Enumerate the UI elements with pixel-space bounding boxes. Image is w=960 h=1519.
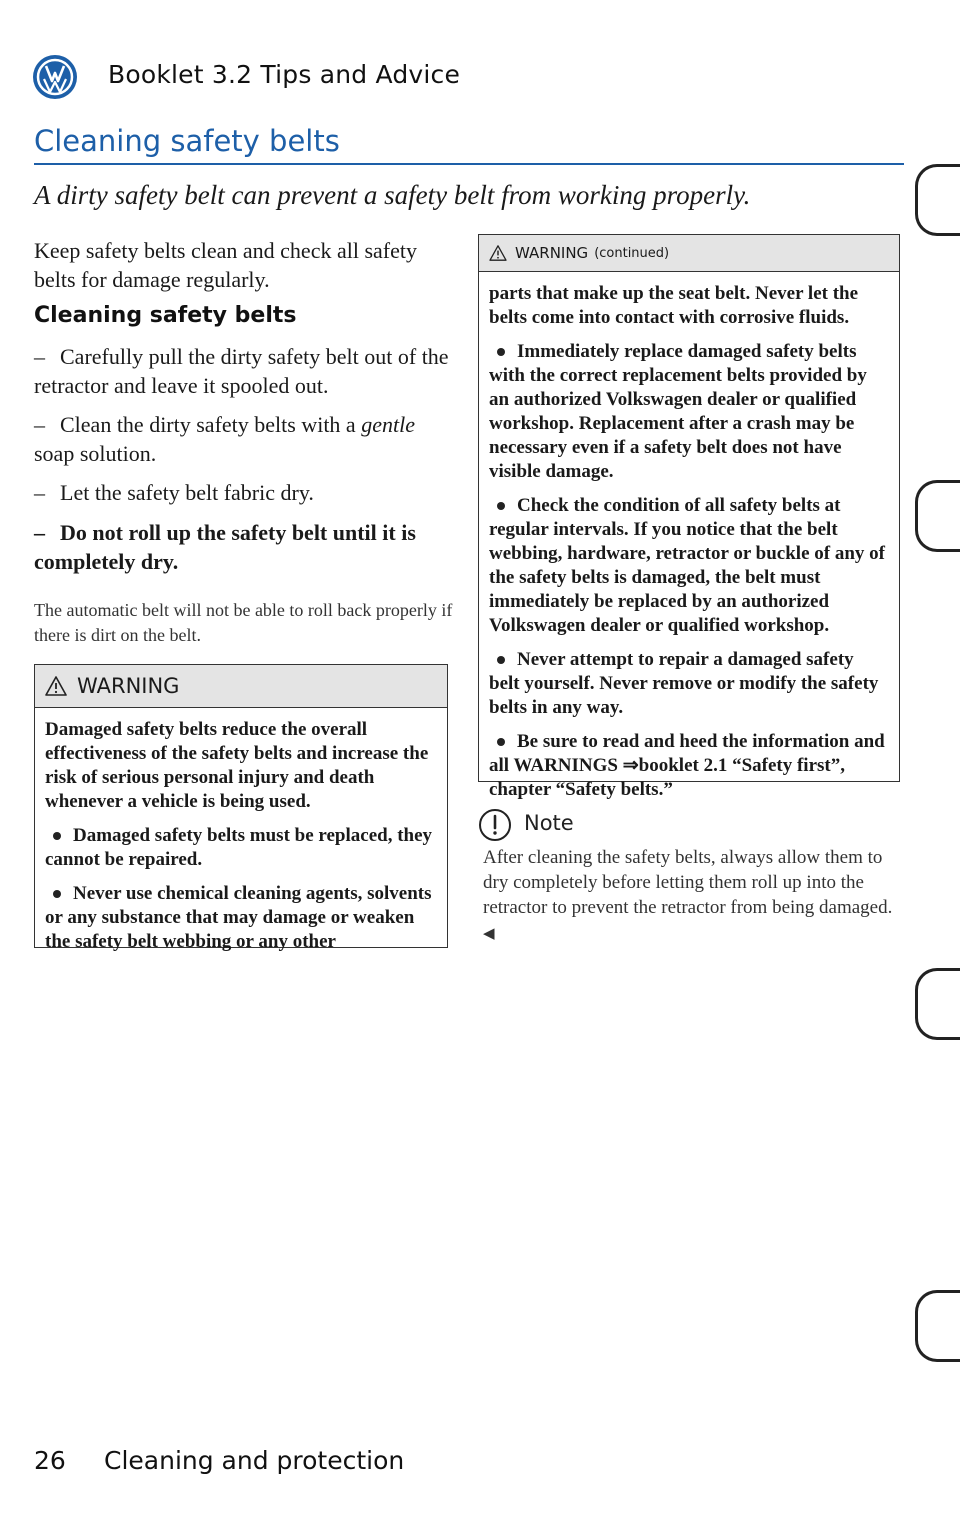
- bullet-icon: [497, 656, 505, 664]
- edge-tab: [915, 480, 960, 552]
- warning-bullet: Be sure to read and heed the information and all WARNINGS ⇒booklet 2.1 “Safety first”, chapter “Safety belts.”: [489, 731, 885, 800]
- step-dry-belt: – Let the safety belt fabric dry.: [34, 480, 314, 505]
- warning-paragraph: parts that make up the seat belt. Never let the belts come into contact with corrosive fluids.: [489, 283, 859, 328]
- end-marker-icon: ◀: [483, 926, 495, 942]
- cleaning-subheading: Cleaning safety belts: [34, 303, 297, 328]
- bullet-icon: [497, 738, 505, 746]
- fine-print: The automatic belt will not be able to roll back properly if there is dirt on the belt.: [34, 600, 453, 645]
- page-number: 26: [34, 1446, 66, 1475]
- note-text: After cleaning the safety belts, always allow them to dry completely before letting them roll up into the retractor to prevent the retractor from being damaged. ◀: [483, 847, 893, 942]
- warning-bullet: Never use chemical cleaning agents, solvents or any substance that may damage or weaken the safety belt webbing or any other: [45, 883, 432, 952]
- warning-continued-label: (continued): [594, 245, 670, 261]
- warning-triangle-icon: [489, 245, 507, 261]
- section-subtitle: A dirty safety belt can prevent a safety belt from working properly.: [34, 180, 751, 210]
- section-divider: [34, 163, 904, 165]
- warning-bullet: Never attempt to repair a damaged safety belt yourself. Never remove or modify the safety belts in any way.: [489, 649, 879, 718]
- step-pull-belt: – Carefully pull the dirty safety belt out of the retractor and leave it spooled out.: [34, 344, 449, 398]
- vw-logo-icon: [32, 54, 78, 100]
- edge-tab: [915, 968, 960, 1040]
- warning-box: [34, 664, 448, 952]
- warning-triangle-icon: [45, 676, 67, 696]
- note-exclamation-icon: [478, 808, 512, 842]
- bullet-icon: [53, 890, 61, 898]
- warning-heading: WARNING: [77, 674, 180, 698]
- edge-tab: [915, 164, 960, 236]
- warning-bullet: Check the condition of all safety belts at regular intervals. If you notice that the belt webbing, hardware, retractor or buckle of any of the safety belts is damaged, the belt must immediately be replaced by an authorized Volkswagen dealer or qualified workshop.: [489, 495, 885, 636]
- bullet-icon: [497, 502, 505, 510]
- bullet-icon: [497, 348, 505, 356]
- warning-continued-box: [478, 234, 900, 800]
- section-title: Cleaning safety belts: [34, 124, 340, 158]
- warning-bullet: Damaged safety belts must be replaced, they cannot be repaired.: [45, 825, 433, 870]
- bullet-icon: [53, 832, 61, 840]
- warning-bullet: Immediately replace damaged safety belts with the correct replacement belts provided by an authorized Volkswagen dealer or qualified workshop. Replacement after a crash may be necessary even if a safety belt does not have visible damage.: [489, 341, 867, 482]
- intro-text: Keep safety belts clean and check all safety belts for damage regularly.: [34, 238, 417, 292]
- step-do-not-roll: – Do not roll up the safety belt until it is completely dry.: [34, 520, 416, 574]
- warning-paragraph: Damaged safety belts reduce the overall effectiveness of the safety belts and increase the risk of serious personal injury and death whenever a vehicle is being used.: [45, 719, 429, 812]
- warning-header: [35, 665, 447, 708]
- edge-tab: [915, 1290, 960, 1362]
- chapter-title: Cleaning and protection: [104, 1446, 405, 1475]
- note-label: Note: [524, 811, 574, 835]
- warning-header: [479, 235, 899, 272]
- step-clean-belt: – Clean the dirty safety belts with a gentle soap solution.: [34, 412, 415, 466]
- warning-heading: WARNING: [515, 244, 589, 262]
- booklet-title: Booklet 3.2 Tips and Advice: [108, 60, 461, 89]
